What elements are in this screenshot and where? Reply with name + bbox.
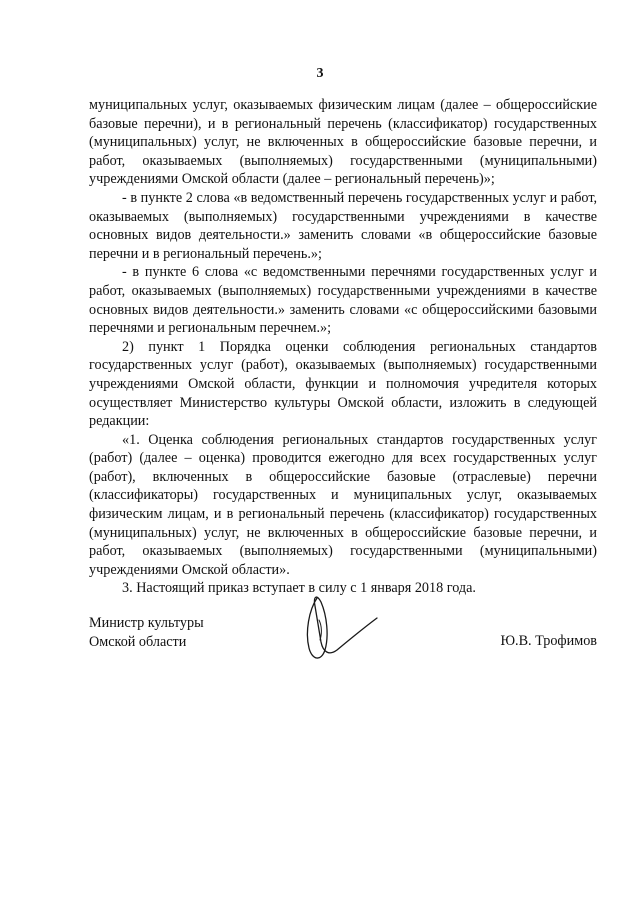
page-number: 3 <box>316 66 324 81</box>
document-body <box>89 96 597 598</box>
signer-name: Ю.В. Трофимов <box>500 633 597 649</box>
signer-position-line1: Министр культуры <box>89 615 204 631</box>
paragraph-1: муниципальных услуг, оказываемых физическим лицам (далее – общероссийские базовые перечни), и в региональный перечень (классификатор) государственных (муниципальных) услуг, не включенных в общероссийские базовые перечни, и работ, оказываемых (выполняемых) государственными (муниципальными) учреждениями Омской области (далее – региональный перечень)»; <box>89 97 597 188</box>
paragraph-5: «1. Оценка соблюдения региональных стандартов государственных услуг (работ) (далее – оценка) проводится ежегодно для всех государственных услуг (работ), включенных в общероссийские базовые (отраслевые) перечни (классификаторы) государственных и муниципальных услуг, оказываемых физическим лицам, и в региональный перечень (классификатор) государственных (муниципальных) услуг, не включенных в общероссийские базовые перечни, и работ, оказываемых (выполняемых) государственными (муниципальными) учреждениями Омской области». <box>89 431 597 578</box>
signer-position <box>89 614 204 651</box>
paragraph-2: - в пункте 2 слова «в ведомственный перечень государственных услуг и работ, оказываемых (выполняемых) государственными учреждениями в качестве основных видов деятельности.» заменить словами «в общероссийские базовые перечни и в региональный перечень.»; <box>89 189 597 262</box>
paragraph-3: - в пункте 6 слова «с ведомственными перечнями государственных услуг и работ, оказываемых (выполняемых) государственными учреждениями в качестве основных видов деятельности.» заменить словами «с общероссийскими базовыми перечнями и региональным перечнем.»; <box>89 264 597 337</box>
paragraph-6: 3. Настоящий приказ вступает в силу с 1 января 2018 года. <box>122 580 476 597</box>
paragraph-4: 2) пункт 1 Порядка оценки соблюдения региональных стандартов государственных услуг (работ), оказываемых (выполняемых) государственными учреждениями Омской области, функции и полномочия учредителя которых осуществляет Министерство культуры Омской области, изложить в следующей редакции: <box>89 338 597 430</box>
signer-position-line2: Омской области <box>89 633 187 650</box>
handwritten-signature <box>295 590 385 670</box>
